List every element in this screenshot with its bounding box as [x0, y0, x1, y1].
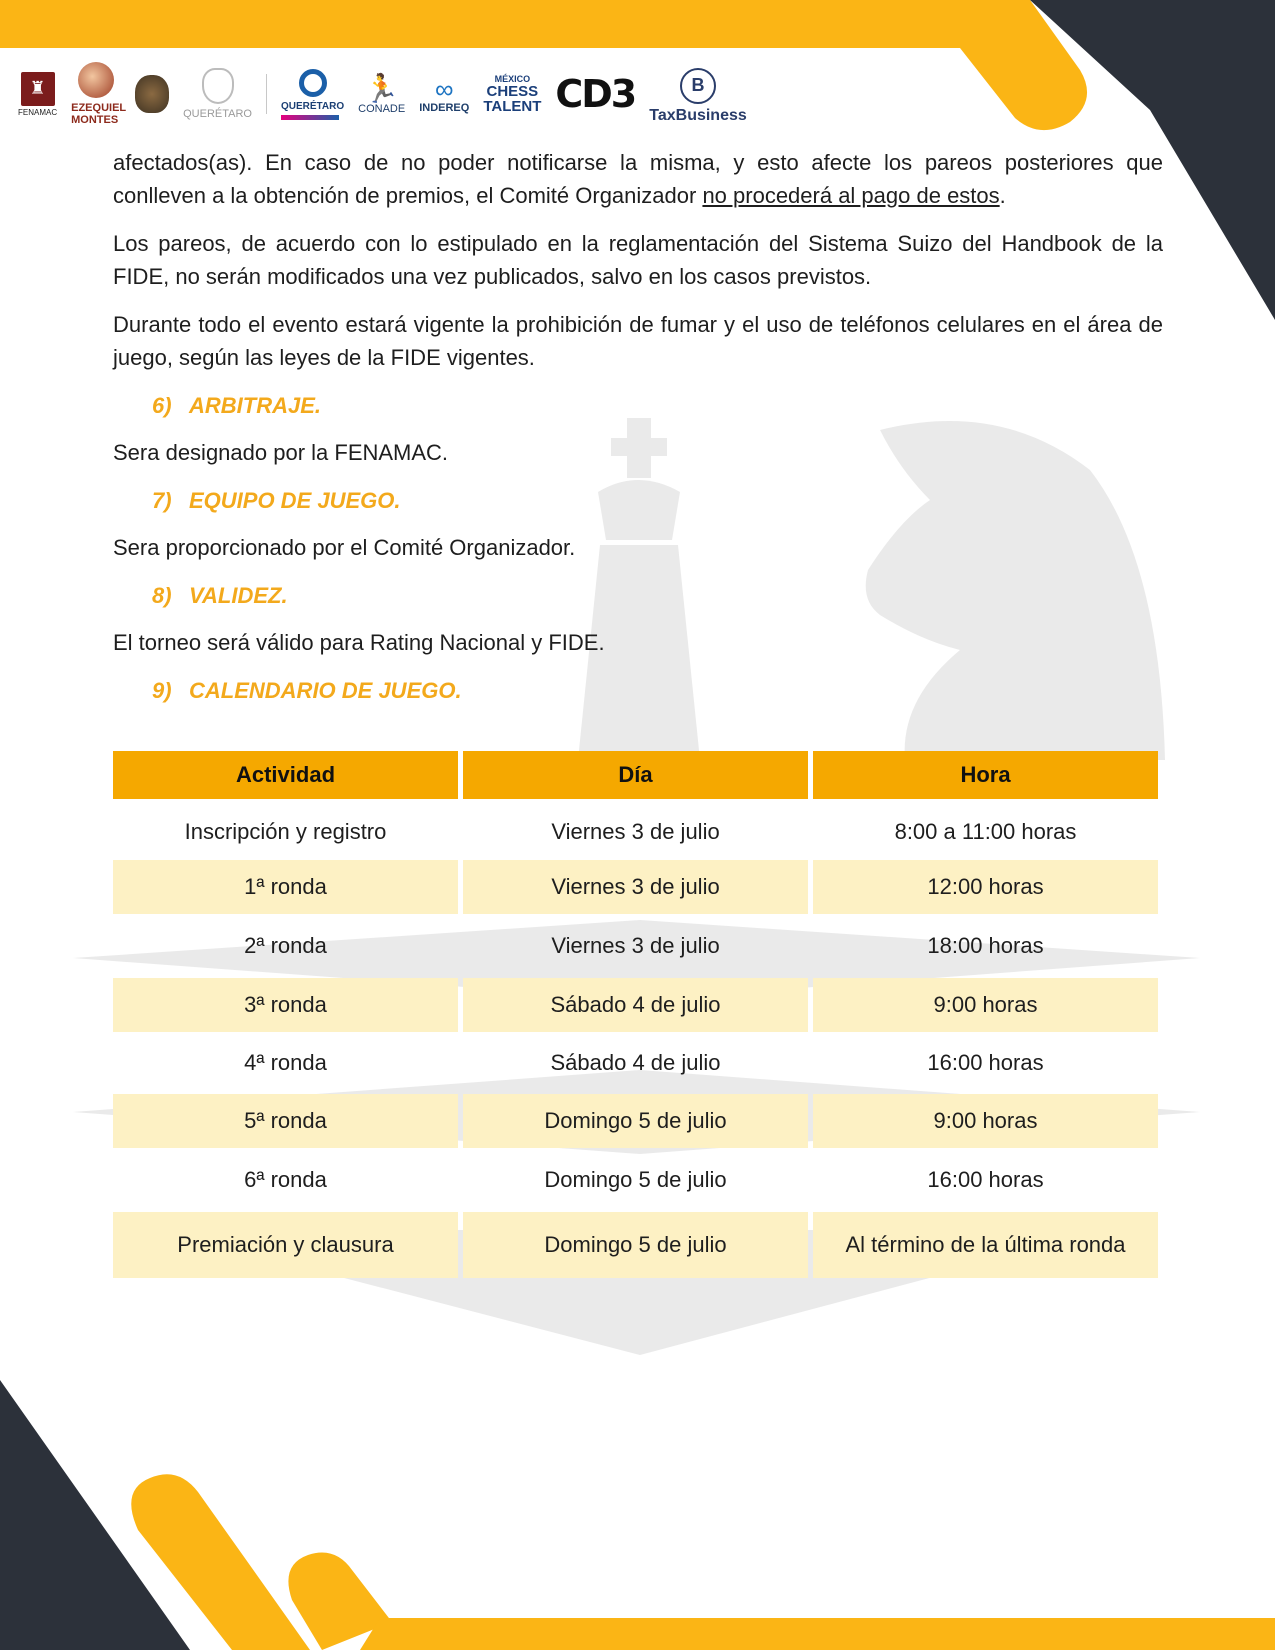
- cell-dia: Domingo 5 de julio: [544, 1167, 727, 1192]
- cell-dia: Viernes 3 de julio: [463, 860, 808, 914]
- queretaro-gobierno-text: QUERÉTARO: [280, 100, 345, 112]
- rook-icon: ♜: [21, 72, 55, 106]
- table-row: [113, 1212, 1158, 1278]
- cell-actividad: Inscripción y registro: [184, 819, 387, 844]
- table-row: [113, 1148, 1158, 1212]
- section-text-validez: El torneo será válido para Rating Nacional y FIDE.: [113, 630, 605, 655]
- cell-hora: 18:00 horas: [927, 933, 1044, 958]
- cell-actividad: Premiación y clausura: [113, 1212, 458, 1278]
- section-heading-equipo: [152, 484, 1163, 517]
- queretaro-gobierno-logo: [281, 69, 344, 120]
- cell-hora: 9:00 horas: [813, 978, 1158, 1032]
- cell-hora: Al término de la última ronda: [813, 1212, 1158, 1278]
- cell-hora: 16:00 horas: [927, 1167, 1044, 1192]
- cell-hora: 16:00 horas: [927, 1050, 1044, 1075]
- tb-emblem-icon: B: [680, 68, 716, 104]
- chess-talent-bottom-text: TALENT: [483, 98, 542, 115]
- cell-dia: Sábado 4 de julio: [463, 978, 808, 1032]
- cd3-logo-text: CD3: [555, 72, 636, 116]
- paragraph-1-end: .: [999, 183, 1006, 208]
- logo-divider: [266, 74, 267, 114]
- sponsor-logos: [18, 66, 747, 126]
- section-heading-calendario: [152, 674, 1163, 707]
- cell-hora: 12:00 horas: [813, 860, 1158, 914]
- table-header-row: [113, 751, 1158, 804]
- cell-actividad: 2ª ronda: [244, 933, 327, 958]
- paragraph-pareos-notificacion: [113, 146, 1163, 212]
- chess-talent-main-text: CHESS: [486, 83, 539, 100]
- runner-icon: 🏃: [364, 72, 400, 104]
- section-number: 6): [152, 393, 172, 418]
- section-title: EQUIPO DE JUEGO.: [189, 488, 401, 513]
- q-emblem-icon: [299, 69, 327, 97]
- section-title: VALIDEZ.: [189, 583, 288, 608]
- column-header-hora: Hora: [813, 751, 1158, 804]
- cell-actividad: 6ª ronda: [244, 1167, 327, 1192]
- paragraph-1-text: afectados(as). En caso de no poder notificarse la misma, y esto afecte los pareos posteriores que conlleven a la obtención de premios, el Comité Organizador: [113, 150, 1163, 208]
- cell-actividad: 1ª ronda: [113, 860, 458, 914]
- schedule-table: [108, 751, 1163, 1278]
- cd3-logo: [555, 72, 635, 116]
- cell-dia: Viernes 3 de julio: [551, 933, 720, 958]
- indereq-logo: [419, 75, 469, 114]
- bird-emblem-icon: [135, 75, 169, 113]
- seal-icon: [202, 68, 234, 104]
- cell-dia: Sábado 4 de julio: [550, 1050, 721, 1075]
- column-header-actividad: Actividad: [113, 751, 458, 804]
- ezequiel-emblem-icon: [78, 62, 114, 98]
- bird-emblem-logo: [135, 75, 169, 113]
- indereq-text: INDEREQ: [419, 101, 470, 114]
- chess-talent-top-text: MÉXICO: [494, 74, 531, 84]
- cell-actividad: 5ª ronda: [113, 1094, 458, 1148]
- taxbusiness-text: TaxBusiness: [649, 106, 747, 124]
- section-number: 8): [152, 583, 172, 608]
- section-number: 7): [152, 488, 172, 513]
- column-header-dia: Día: [463, 751, 808, 804]
- section-text-equipo: Sera proporcionado por el Comité Organizador.: [113, 535, 576, 560]
- cell-dia: Domingo 5 de julio: [463, 1094, 808, 1148]
- cell-actividad: 3ª ronda: [113, 978, 458, 1032]
- table-row: [113, 914, 1158, 978]
- section-heading-arbitraje: [152, 389, 1163, 422]
- section-text-arbitraje: Sera designado por la FENAMAC.: [113, 440, 449, 465]
- table-row: [113, 860, 1158, 914]
- table-row: [113, 804, 1158, 860]
- fenamac-logo-text: FENAMAC: [18, 107, 58, 117]
- queretaro-color-bar: [281, 115, 339, 120]
- table-row: [113, 1094, 1158, 1148]
- paragraph-prohibicion: Durante todo el evento estará vigente la prohibición de fumar y el uso de teléfonos celulares en el área de juego, según las leyes de la FIDE vigentes.: [113, 312, 1163, 370]
- cell-actividad: 4ª ronda: [244, 1050, 327, 1075]
- queretaro-municipio-text: QUERÉTARO: [183, 108, 252, 120]
- ezequiel-montes-text: EZEQUIEL MONTES: [71, 102, 126, 126]
- cell-dia: Viernes 3 de julio: [551, 819, 720, 844]
- table-row: [113, 1032, 1158, 1094]
- cell-hora: 8:00 a 11:00 horas: [894, 819, 1077, 844]
- mexico-chess-talent-logo: [483, 74, 541, 114]
- fenamac-logo: [18, 72, 57, 117]
- taxbusiness-logo: [649, 68, 747, 124]
- conade-text: CONADE: [358, 102, 406, 115]
- section-title: ARBITRAJE.: [189, 393, 322, 418]
- cell-hora: 9:00 horas: [813, 1094, 1158, 1148]
- infinity-icon: ∞: [434, 73, 454, 104]
- paragraph-1-underlined: no procederá al pago de estos: [702, 183, 1000, 208]
- conade-logo: [358, 74, 405, 115]
- section-number: 9): [152, 678, 172, 703]
- section-heading-validez: [152, 579, 1163, 612]
- section-title: CALENDARIO DE JUEGO.: [189, 678, 462, 703]
- cell-dia: Domingo 5 de julio: [463, 1212, 808, 1278]
- document-body: [113, 146, 1163, 721]
- table-row: [113, 978, 1158, 1032]
- ezequiel-montes-logo: [71, 62, 126, 126]
- queretaro-municipio-logo: [183, 68, 252, 120]
- paragraph-pareos-fide: Los pareos, de acuerdo con lo estipulado en la reglamentación del Sistema Suizo del Handbook de la FIDE, no serán modificados una vez publicados, salvo en los casos previstos.: [113, 231, 1163, 289]
